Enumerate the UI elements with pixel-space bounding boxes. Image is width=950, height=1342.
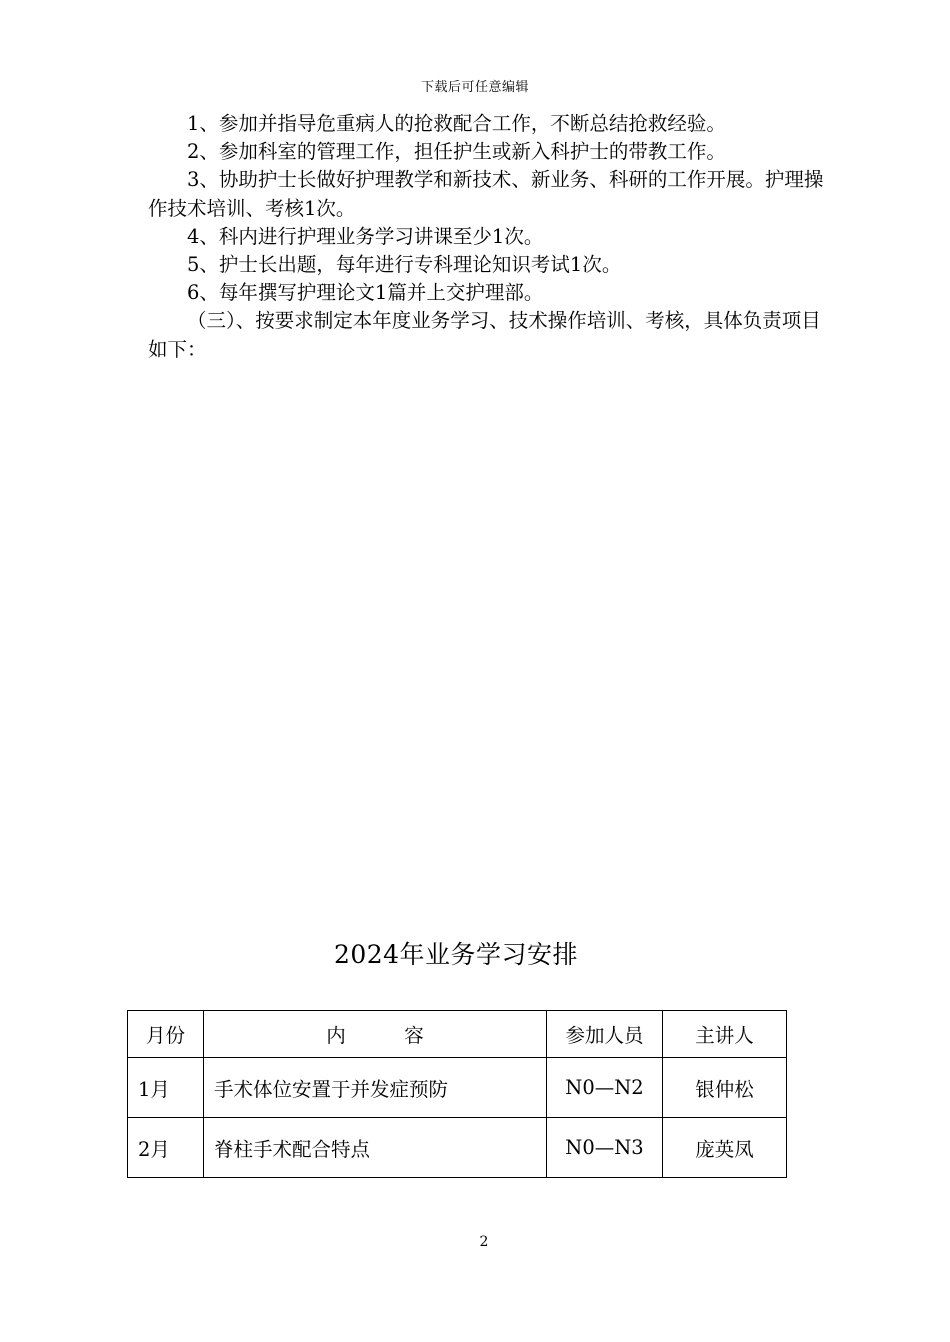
table-row — [128, 1118, 787, 1178]
header-month: 月份 — [128, 1011, 204, 1058]
paragraph-4: 4、科内进行护理业务学习讲课至少1次。 — [187, 224, 544, 248]
header-participants: 参加人员 — [547, 1011, 663, 1058]
table-row — [128, 1058, 787, 1118]
body-text — [148, 110, 838, 364]
cell-speaker: 银仲松 — [663, 1058, 787, 1118]
cell-participants: N0—N3 — [547, 1118, 663, 1178]
table-header-row — [128, 1011, 787, 1058]
paragraph-2: 2、参加科室的管理工作，担任护生或新入科护士的带教工作。 — [187, 140, 726, 164]
cell-content: 脊柱手术配合特点 — [204, 1118, 547, 1178]
header-note: 下载后可任意编辑 — [420, 80, 529, 95]
cell-month: 1月 — [128, 1058, 204, 1118]
paragraph-5: 5、护士长出题，每年进行专科理论知识考试1次。 — [187, 253, 622, 277]
paragraph-3: 3、协助护士长做好护理教学和新技术、新业务、科研的工作开展。护理操作技术培训、考核1次。 — [148, 168, 824, 220]
header-speaker: 主讲人 — [663, 1011, 787, 1058]
cell-participants: N0—N2 — [547, 1058, 663, 1118]
cell-month: 2月 — [128, 1118, 204, 1178]
paragraph-1: 1、参加并指导危重病人的抢救配合工作，不断总结抢救经验。 — [187, 112, 726, 135]
schedule-table — [127, 1010, 787, 1178]
paragraph-7: （三）、按要求制定本年度业务学习、技术操作培训、考核，具体负责项目如下： — [148, 309, 821, 361]
cell-content: 手术体位安置于并发症预防 — [204, 1058, 547, 1118]
schedule-title: 2024年业务学习安排 — [333, 940, 579, 969]
header-content: 内 容 — [204, 1011, 547, 1058]
page-number: 2 — [479, 1234, 489, 1250]
cell-speaker: 庞英凤 — [663, 1118, 787, 1178]
paragraph-6: 6、每年撰写护理论文1篇并上交护理部。 — [187, 281, 544, 305]
